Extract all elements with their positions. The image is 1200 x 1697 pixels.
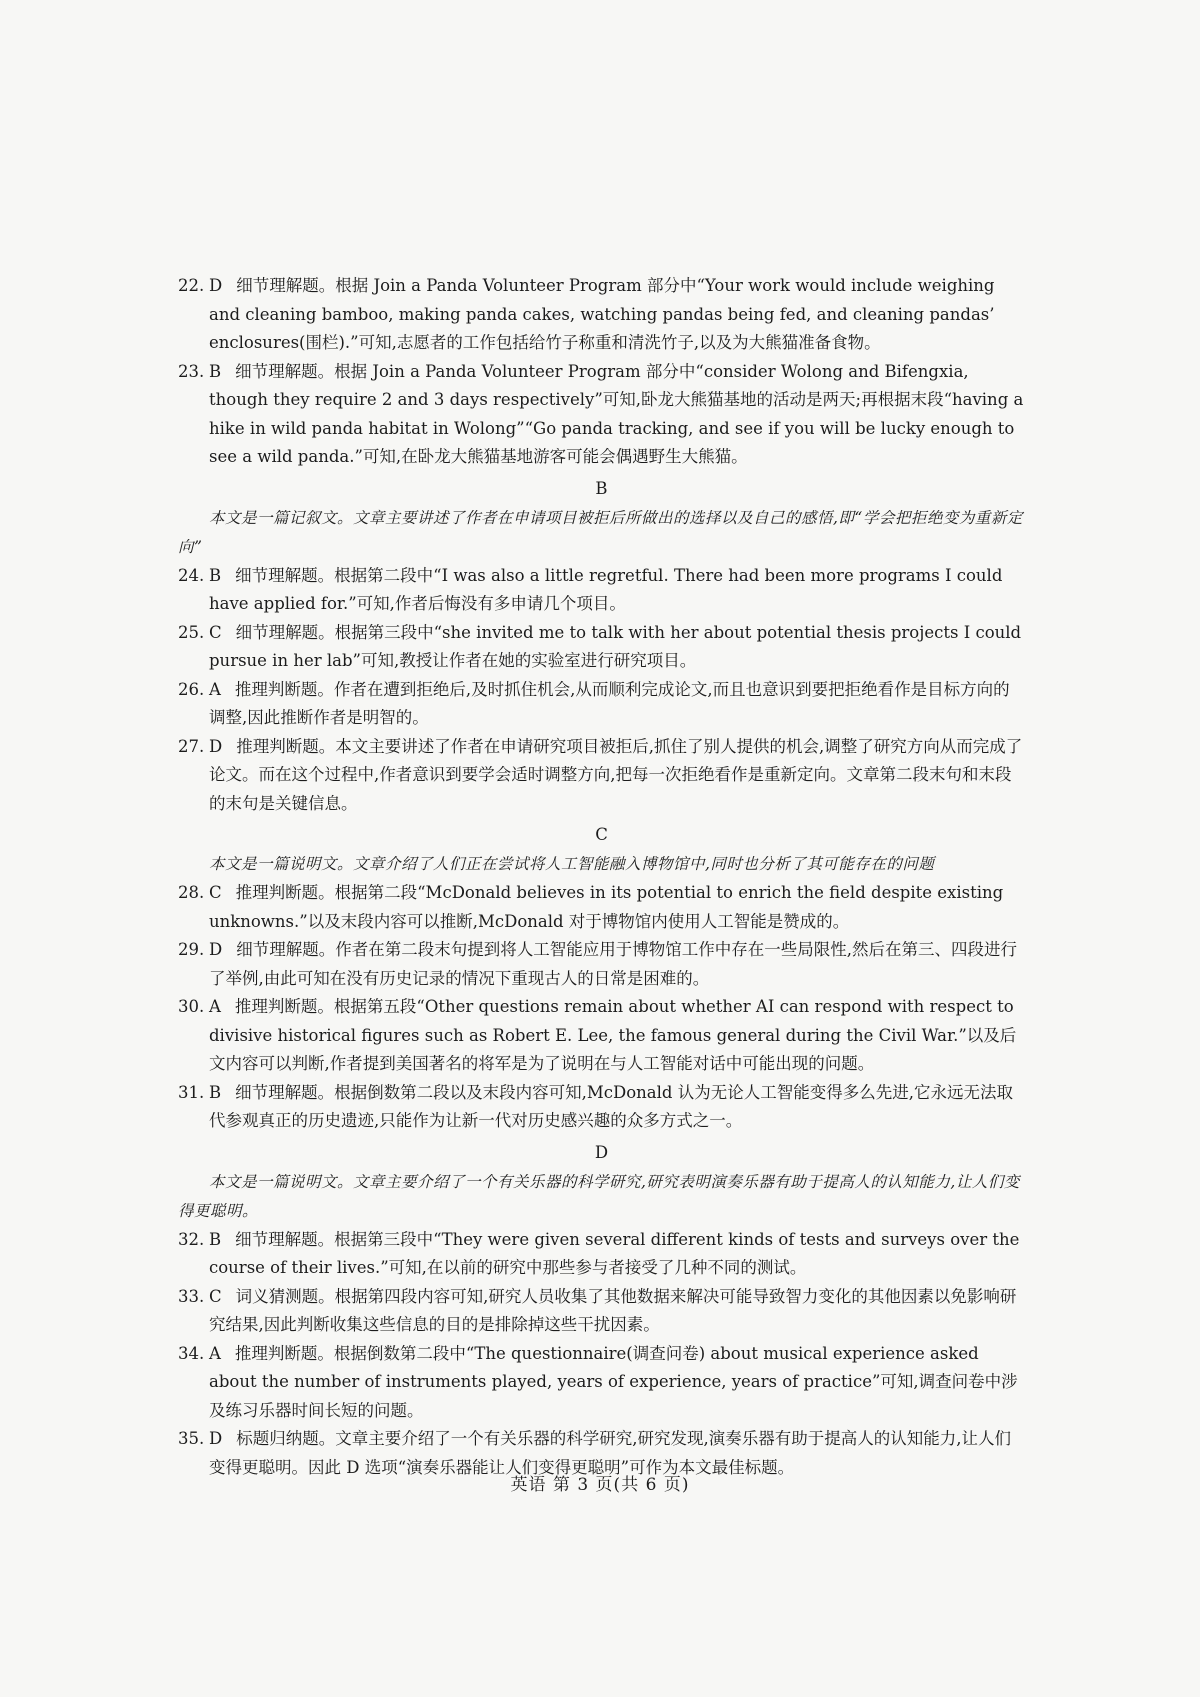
answer-item bbox=[178, 1340, 1025, 1426]
answer-item bbox=[178, 1226, 1025, 1283]
question-number: 27. bbox=[178, 736, 205, 756]
answer-letter: D bbox=[209, 276, 223, 295]
answer-letter: B bbox=[209, 1229, 222, 1249]
question-number: 31. bbox=[178, 1082, 205, 1102]
question-number: 26. bbox=[178, 679, 205, 699]
answer-item bbox=[178, 1283, 1025, 1340]
answer-item bbox=[178, 676, 1025, 733]
explanation-text: 推理判断题。根据倒数第二段中“The questionnaire(调查问卷) about musical experience asked about the number of instruments played, years of experience, years of practice”可知,调查问卷中涉及练习乐器时间长短的问题。 bbox=[209, 1343, 1018, 1420]
question-number: 28. bbox=[178, 883, 205, 902]
answer-item bbox=[178, 733, 1025, 819]
passage-summary: 本文是一篇说明文。文章主要介绍了一个有关乐器的科学研究,研究表明演奏乐器有助于提高人的认知能力,让人们变得更聪明。 bbox=[178, 1172, 1020, 1220]
answer-letter: B bbox=[209, 361, 222, 381]
question-number: 30. bbox=[178, 997, 205, 1016]
answer-item bbox=[178, 272, 1025, 358]
explanation-text: 推理判断题。根据第五段“Other questions remain about whether AI can respond with respect to divisive historical figures such as Robert E. Lee, the famous general during the Civil War.”以及后文内容可以判断,作者提到美国著名的将军是为了说明在与人工智能对话中可能出现的问题。 bbox=[209, 997, 1017, 1073]
answer-letter: D bbox=[209, 940, 223, 959]
answer-item bbox=[178, 993, 1025, 1079]
explanation-text: 标题归纳题。文章主要介绍了一个有关乐器的科学研究,研究发现,演奏乐器有助于提高人的认知能力,让人们变得更聪明。因此 D 选项“演奏乐器能让人们变得更聪明”可作为本文最佳标题。 bbox=[209, 1429, 1011, 1477]
answer-item bbox=[178, 562, 1025, 619]
answer-letter: D bbox=[209, 1429, 223, 1448]
question-number: 29. bbox=[178, 940, 205, 959]
answer-letter: C bbox=[209, 1286, 222, 1306]
answer-explanations bbox=[178, 272, 1025, 1482]
answer-letter: A bbox=[209, 679, 221, 699]
explanation-text: 细节理解题。作者在第二段末句提到将人工智能应用于博物馆工作中存在一些局限性,然后在第三、四段进行了举例,由此可知在没有历史记录的情况下重现古人的日常是困难的。 bbox=[209, 940, 1017, 988]
section-letter: C bbox=[595, 825, 608, 844]
answer-item bbox=[178, 1079, 1025, 1136]
explanation-text: 词义猜测题。根据第四段内容可知,研究人员收集了其他数据来解决可能导致智力变化的其他因素以免影响研究结果,因此判断收集这些信息的目的是排除掉这些干扰因素。 bbox=[209, 1286, 1017, 1334]
answer-letter: D bbox=[209, 736, 223, 756]
answer-letter: C bbox=[209, 883, 222, 902]
explanation-text: 细节理解题。根据 Join a Panda Volunteer Program 部分中“consider Wolong and Bifengxia, though they require 2 and 3 days respectively”可知,卧龙大熊猫基地的活动是两天;再根据末段“having a hike in wild panda habitat in Wolong”“Go panda tracking, and see if you will be lucky enough to see a wild panda.”可知,在卧龙大熊猫基地游客可能会偶遇野生大熊猫。 bbox=[209, 361, 1024, 466]
answer-item bbox=[178, 936, 1025, 993]
explanation-text: 细节理解题。根据第二段中“I was also a little regretful. There had been more programs I could have applied for.”可知,作者后悔没有多申请几个项目。 bbox=[209, 565, 1003, 613]
answer-item bbox=[178, 879, 1025, 936]
answer-letter: C bbox=[209, 622, 222, 642]
explanation-text: 细节理解题。根据第三段中“she invited me to talk with her about potential thesis projects I could pursue in her lab”可知,教授让作者在她的实验室进行研究项目。 bbox=[209, 622, 1022, 670]
question-number: 25. bbox=[178, 622, 205, 642]
section-letter: B bbox=[595, 478, 608, 498]
page-footer: 英语 第 3 页(共 6 页) bbox=[510, 1475, 690, 1495]
section-letter: D bbox=[594, 1142, 609, 1162]
question-number: 24. bbox=[178, 565, 205, 585]
explanation-text: 细节理解题。根据 Join a Panda Volunteer Program 部分中“Your work would include weighing and cleaning bamboo, making panda cakes, watching pandas being fed, and cleaning pandas’ enclosures(围栏).”可知,志愿者的工作包括给竹子称重和清洗竹子,以及为大熊猫准备食物。 bbox=[209, 276, 995, 352]
answer-letter: A bbox=[209, 1343, 221, 1363]
explanation-text: 推理判断题。作者在遭到拒绝后,及时抓住机会,从而顺利完成论文,而且也意识到要把拒绝看作是目标方向的调整,因此推断作者是明智的。 bbox=[209, 679, 1010, 727]
question-number: 35. bbox=[178, 1429, 205, 1448]
passage-summary: 本文是一篇说明文。文章介绍了人们正在尝试将人工智能融入博物馆中,同时也分析了其可能存在的问题 bbox=[209, 855, 935, 873]
answer-letter: B bbox=[209, 1082, 222, 1102]
question-number: 32. bbox=[178, 1229, 205, 1249]
question-number: 23. bbox=[178, 361, 205, 381]
explanation-text: 细节理解题。根据第三段中“They were given several different kinds of tests and surveys over the course of their lives.”可知,在以前的研究中那些参与者接受了几种不同的测试。 bbox=[209, 1229, 1020, 1277]
explanation-text: 推理判断题。本文主要讲述了作者在申请研究项目被拒后,抓住了别人提供的机会,调整了研究方向从而完成了论文。而在这个过程中,作者意识到要学会适时调整方向,把每一次拒绝看作是重新定向。文章第二段末句和末段的末句是关键信息。 bbox=[209, 736, 1023, 813]
passage-summary: 本文是一篇记叙文。文章主要讲述了作者在申请项目被拒后所做出的选择以及自己的感悟,即“学会把拒绝变为重新定向” bbox=[178, 508, 1023, 556]
answer-letter: A bbox=[209, 997, 221, 1016]
answer-item bbox=[178, 358, 1025, 472]
answer-item bbox=[178, 619, 1025, 676]
question-number: 34. bbox=[178, 1343, 205, 1363]
question-number: 22. bbox=[178, 276, 205, 295]
explanation-text: 细节理解题。根据倒数第二段以及末段内容可知,McDonald 认为无论人工智能变得多么先进,它永远无法取代参观真正的历史遗迹,只能作为让新一代对历史感兴趣的众多方式之一。 bbox=[209, 1082, 1013, 1130]
question-number: 33. bbox=[178, 1286, 205, 1306]
answer-letter: B bbox=[209, 565, 222, 585]
explanation-text: 推理判断题。根据第二段“McDonald believes in its potential to enrich the field despite existing unknowns.”以及末段内容可以推断,McDonald 对于博物馆内使用人工智能是赞成的。 bbox=[209, 883, 1004, 931]
